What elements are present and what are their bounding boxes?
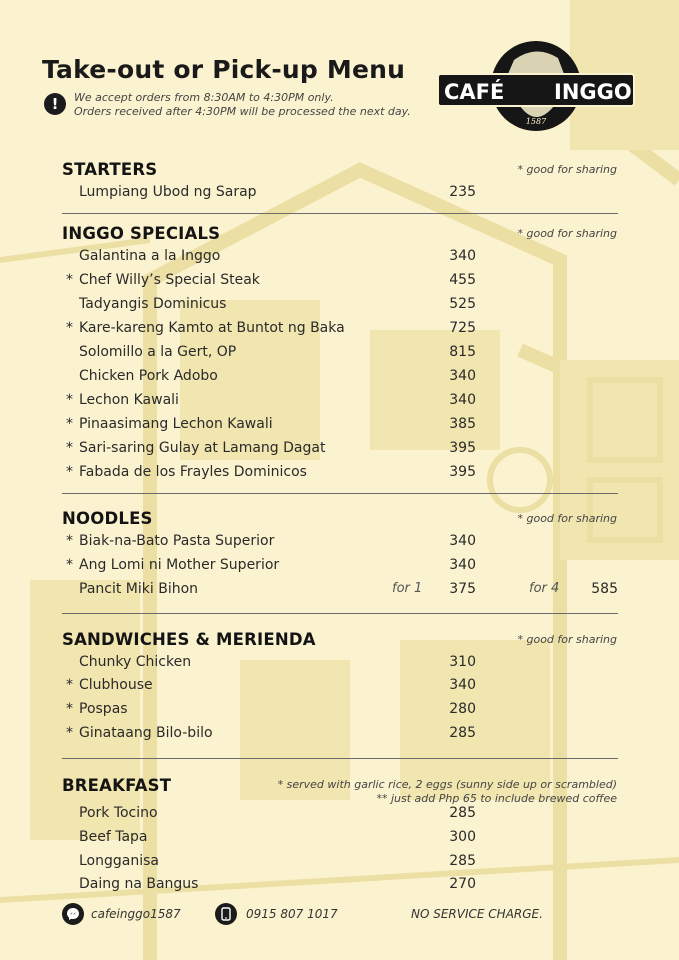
item-name: Solomillo a la Gert, OP	[79, 344, 237, 360]
menu-item	[62, 874, 618, 894]
exclamation-icon: !	[44, 93, 66, 115]
item-price: 375	[449, 581, 476, 597]
menu-item	[62, 270, 618, 290]
section-note-noodles: * good for sharing	[517, 512, 617, 525]
menu-item	[62, 555, 618, 575]
item-name: Beef Tapa	[79, 829, 148, 845]
section-divider	[62, 213, 618, 214]
item-price: 285	[449, 725, 476, 741]
item-name: Kare-kareng Kamto at Buntot ng Baka	[79, 320, 345, 336]
item-name: Ginataang Bilo-bilo	[79, 725, 213, 741]
item-price: 340	[449, 248, 476, 264]
item-price: 340	[449, 392, 476, 408]
item-name: Pinaasimang Lechon Kawali	[79, 416, 273, 432]
menu-item	[62, 182, 618, 202]
logo-left-text: CAFÉ	[444, 80, 505, 104]
notice-line-2: Orders received after 4:30PM will be processed the next day.	[74, 105, 411, 118]
menu-item	[62, 723, 618, 743]
serving-label-for-1: for 1	[392, 581, 423, 596]
item-name: Sari-saring Gulay at Lamang Dagat	[79, 440, 326, 456]
item-price: 340	[449, 677, 476, 693]
sharing-star: *	[66, 392, 73, 408]
item-price: 285	[449, 853, 476, 869]
item-price: 340	[449, 557, 476, 573]
phone-icon[interactable]	[215, 903, 237, 925]
item-name: Lumpiang Ubod ng Sarap	[79, 184, 257, 200]
messenger-icon[interactable]	[62, 903, 84, 925]
item-price: 385	[449, 416, 476, 432]
menu-item	[62, 414, 618, 434]
item-price: 395	[449, 464, 476, 480]
section-title-starters: STARTERS	[62, 160, 158, 179]
section-title-breakfast: BREAKFAST	[62, 776, 172, 795]
item-price-for-4: 585	[591, 581, 618, 597]
item-price: 310	[449, 654, 476, 670]
section-note-starters: * good for sharing	[517, 163, 617, 176]
item-name: Ang Lomi ni Mother Superior	[79, 557, 280, 573]
menu-item	[62, 675, 618, 695]
menu-item	[62, 342, 618, 362]
item-price: 725	[449, 320, 476, 336]
item-price: 270	[449, 876, 476, 892]
page-title: Take-out or Pick-up Menu	[42, 55, 406, 84]
section-divider	[62, 613, 618, 614]
breakfast-note-1: * served with garlic rice, 2 eggs (sunny side up or scrambled)	[277, 778, 617, 791]
item-name: Chunky Chicken	[79, 654, 192, 670]
item-name: Pancit Miki Bihon	[79, 581, 199, 597]
menu-item	[62, 462, 618, 482]
menu-item	[62, 803, 618, 823]
section-title-noodles: NOODLES	[62, 509, 153, 528]
sharing-star: *	[66, 464, 73, 480]
sharing-star: *	[66, 440, 73, 456]
item-price: 340	[449, 533, 476, 549]
service-charge-note: NO SERVICE CHARGE.	[411, 907, 543, 921]
item-price: 280	[449, 701, 476, 717]
item-price: 525	[449, 296, 476, 312]
item-price: 815	[449, 344, 476, 360]
item-price: 340	[449, 368, 476, 384]
item-price: 285	[449, 805, 476, 821]
menu-item	[62, 246, 618, 266]
menu-item	[62, 366, 618, 386]
sharing-star: *	[66, 701, 73, 717]
sharing-star: *	[66, 272, 73, 288]
section-note-breakfast	[278, 778, 617, 806]
messenger-handle[interactable]: cafeinggo1587	[91, 907, 181, 921]
section-title-sandwiches: SANDWICHES & MERIENDA	[62, 630, 316, 649]
sharing-star: *	[66, 725, 73, 741]
menu-item	[62, 390, 618, 410]
item-name: Tadyangis Dominicus	[79, 296, 227, 312]
item-price: 235	[449, 184, 476, 200]
order-hours-notice	[74, 91, 411, 119]
section-note-specials: * good for sharing	[517, 227, 617, 240]
menu-item	[62, 318, 618, 338]
item-name: Fabada de los Frayles Dominicos	[79, 464, 307, 480]
section-divider	[62, 493, 618, 494]
menu-item	[62, 851, 618, 871]
item-name: Lechon Kawali	[79, 392, 179, 408]
item-name: Clubhouse	[79, 677, 153, 693]
item-price: 300	[449, 829, 476, 845]
item-name: Galantina a la Inggo	[79, 248, 221, 264]
item-price: 395	[449, 440, 476, 456]
sharing-star: *	[66, 557, 73, 573]
logo-year: 1587	[525, 117, 547, 126]
item-name: Chef Willy’s Special Steak	[79, 272, 260, 288]
menu-item	[62, 652, 618, 672]
item-name: Daing na Bangus	[79, 876, 199, 892]
sharing-star: *	[66, 677, 73, 693]
menu-item	[62, 827, 618, 847]
logo-right-text: INGGO	[554, 80, 632, 104]
section-note-sandwiches: * good for sharing	[517, 633, 617, 646]
phone-number[interactable]: 0915 807 1017	[246, 907, 338, 921]
menu-item	[62, 438, 618, 458]
sharing-star: *	[66, 533, 73, 549]
menu-item	[62, 531, 618, 551]
item-name: Pospas	[79, 701, 128, 717]
section-title-specials: INGGO SPECIALS	[62, 224, 221, 243]
menu-item	[62, 699, 618, 719]
item-name: Longganisa	[79, 853, 159, 869]
item-name: Biak-na-Bato Pasta Superior	[79, 533, 275, 549]
notice-line-1: We accept orders from 8:30AM to 4:30PM only.	[74, 91, 334, 104]
serving-label-for-4: for 4	[529, 581, 560, 596]
sharing-star: *	[66, 320, 73, 336]
cafe-inggo-logo	[436, 40, 636, 132]
menu-item	[62, 579, 618, 599]
item-name: Chicken Pork Adobo	[79, 368, 218, 384]
item-name: Pork Tocino	[79, 805, 158, 821]
item-price: 455	[449, 272, 476, 288]
sharing-star: *	[66, 416, 73, 432]
section-divider	[62, 758, 618, 759]
breakfast-note-2: ** just add Php 65 to include brewed coffee	[376, 792, 617, 805]
menu-item	[62, 294, 618, 314]
